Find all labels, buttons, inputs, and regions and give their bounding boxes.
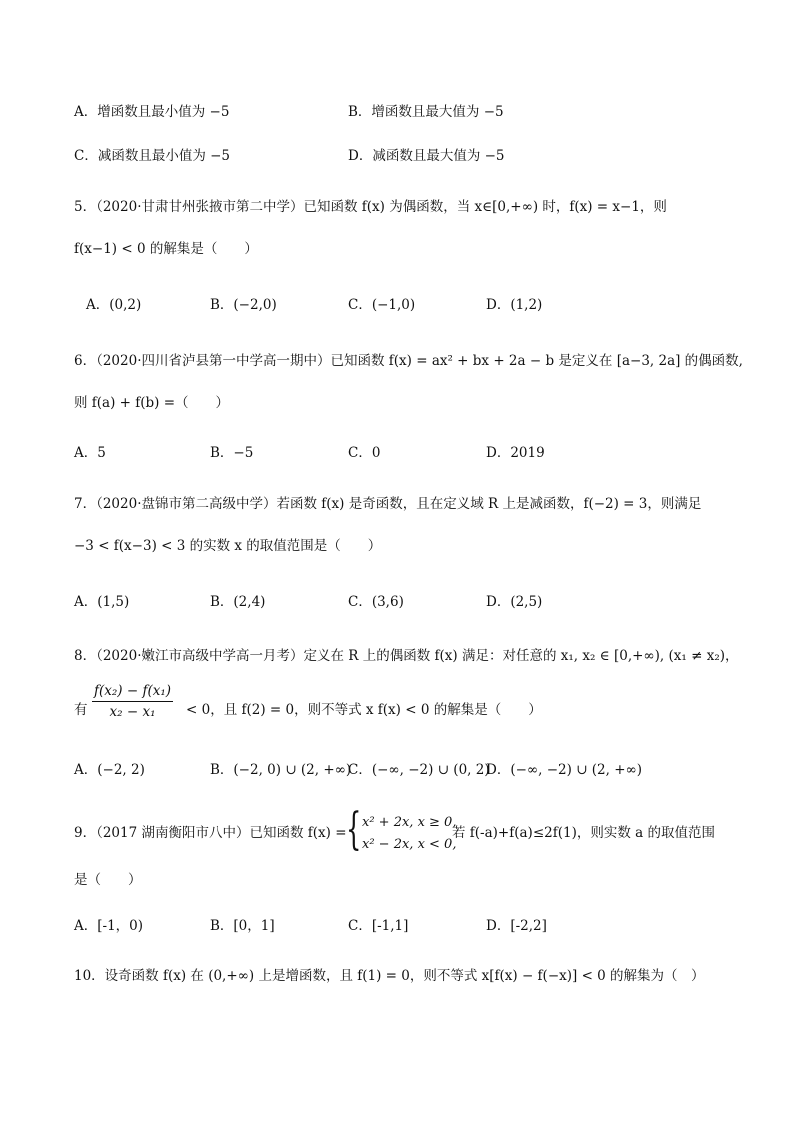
- q9-option-a[interactable]: A．[-1，0): [74, 918, 144, 934]
- q6-stem-line1: 6．（2020·四川省泸县第一中学高一期中）已知函数 f(x) = ax² + bx + 2a − b 是定义在 [a−3, 2a] 的偶函数,: [74, 353, 743, 369]
- q4-option-c[interactable]: C．减函数且最小值为 −5: [74, 148, 231, 164]
- q8-option-b[interactable]: B．(−2, 0) ∪ (2, +∞): [210, 762, 352, 778]
- q8-fraction: [92, 683, 173, 720]
- q9-case-2: x² − 2x, x < 0,: [362, 837, 457, 852]
- q7-option-a[interactable]: A．(1,5): [74, 594, 130, 610]
- q6-stem-line2: 则 f(a) + f(b) =（ ）: [74, 395, 230, 411]
- q5-option-c[interactable]: C．(−1,0): [348, 297, 416, 313]
- q9-stem-suffix: 若 f(-a)+f(a)≤2f(1)，则实数 a 的取值范围: [452, 825, 715, 841]
- q7-stem-line2: −3 < f(x−3) < 3 的实数 x 的取值范围是（ ）: [74, 538, 382, 554]
- q8-stem-line1: 8．（2020·嫩江市高级中学高一月考）定义在 R 上的偶函数 f(x) 满足：对任意的 x₁, x₂ ∈ [0,+∞), (x₁ ≠ x₂)，: [74, 648, 739, 664]
- q9-option-d[interactable]: D．[-2,2]: [486, 918, 547, 934]
- q8-stem-prefix: 有: [74, 702, 88, 718]
- q8-option-c[interactable]: C．(−∞, −2) ∪ (0, 2): [348, 762, 490, 778]
- q5-stem-line1: 5．（2020·甘肃甘州张掖市第二中学）已知函数 f(x) 为偶函数，当 x∈[0,+∞) 时，f(x) = x−1，则: [74, 199, 667, 215]
- q7-option-b[interactable]: B．(2,4): [210, 594, 266, 610]
- q8-fraction-denominator: x₂ − x₁: [109, 704, 156, 720]
- q4-option-a[interactable]: A．增函数且最小值为 −5: [74, 104, 230, 120]
- q5-option-b[interactable]: B．(−2,0): [210, 297, 277, 313]
- q6-option-a[interactable]: A．5: [74, 445, 106, 461]
- q10-stem-line1: 10．设奇函数 f(x) 在 (0,+∞) 上是增函数，且 f(1) = 0，则不等式 x[f(x) − f(−x)] < 0 的解集为（ ）: [74, 968, 705, 984]
- q9-brace: {: [346, 804, 362, 855]
- q9-case-1: x² + 2x, x ≥ 0,: [362, 815, 457, 830]
- q6-option-c[interactable]: C．0: [348, 445, 381, 461]
- q6-option-b[interactable]: B．−5: [210, 445, 254, 461]
- q7-option-c[interactable]: C．(3,6): [348, 594, 404, 610]
- q9-option-c[interactable]: C．[-1,1]: [348, 918, 409, 934]
- q6-option-d[interactable]: D．2019: [486, 445, 545, 461]
- q5-stem-line2: f(x−1) < 0 的解集是（ ）: [74, 241, 258, 257]
- q9-stem-line2: 是（ ）: [74, 872, 142, 888]
- q5-option-d[interactable]: D．(1,2): [486, 297, 543, 313]
- q8-option-a[interactable]: A．(−2, 2): [74, 762, 145, 778]
- q8-option-d[interactable]: D．(−∞, −2) ∪ (2, +∞): [486, 762, 643, 778]
- q9-option-b[interactable]: B．[0，1]: [210, 918, 275, 934]
- q7-option-d[interactable]: D．(2,5): [486, 594, 543, 610]
- q5-option-a[interactable]: A．(0,2): [86, 297, 142, 313]
- q8-fraction-numerator: f(x₂) − f(x₁): [92, 683, 173, 702]
- q4-option-b[interactable]: B．增函数且最大值为 −5: [348, 104, 504, 120]
- q8-stem-suffix: < 0，且 f(2) = 0，则不等式 x f(x) < 0 的解集是（ ）: [186, 702, 542, 718]
- q9-stem-prefix: 9．（2017 湖南衡阳市八中）已知函数 f(x) =: [74, 825, 347, 841]
- q4-option-d[interactable]: D．减函数且最大值为 −5: [348, 148, 505, 164]
- q7-stem-line1: 7．（2020·盘锦市第二高级中学）若函数 f(x) 是奇函数，且在定义域 R 上是减函数，f(−2) = 3，则满足: [74, 496, 702, 512]
- q9-piecewise-cases: [362, 812, 456, 856]
